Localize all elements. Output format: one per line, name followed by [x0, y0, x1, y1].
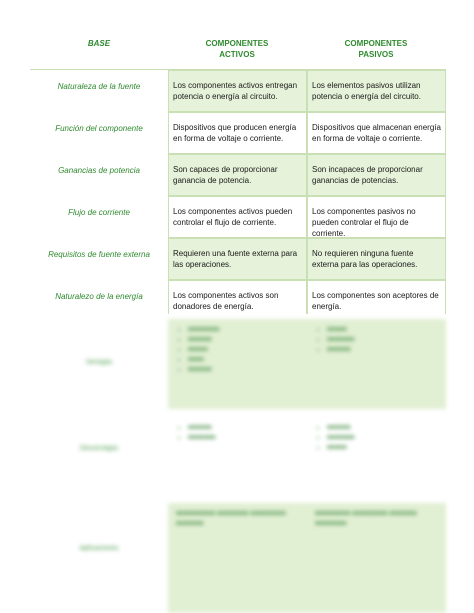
cell-activos: Los componentes activos pueden controlar el flujo de corriente. — [168, 196, 307, 238]
blurred-cell: ■■■■■■■■■■ ■■■■■■■■ ■■■■■■■■■ ■■■■■■■ — [168, 503, 307, 613]
row-label: Requisitos de fuente externa — [48, 250, 150, 259]
blurred-section — [30, 313, 446, 613]
cell-pasivos: No requieren ninguna fuente externa para las operaciones. — [307, 238, 446, 280]
blurred-cell: • ■■■■■ • ■■■■■■■ • ■■■■■■ — [307, 319, 446, 409]
row-label: Flujo de corriente — [68, 208, 130, 217]
header-activos-line2: ACTIVOS — [219, 50, 255, 59]
blurred-row-label: Aplicaciones — [79, 545, 119, 552]
table-row — [30, 154, 446, 196]
cell-pasivos: Los componentes son aceptores de energía. — [307, 280, 446, 314]
row-label: Función del componente — [55, 124, 143, 133]
blurred-cell: • ■■■■■■ • ■■■■■■■ • ■■■■■ — [307, 417, 446, 495]
blurred-row — [30, 417, 446, 495]
table-row — [30, 280, 446, 314]
cell-activos: Dispositivos que producen energía en forma de voltaje o corriente. — [168, 112, 307, 154]
header-activos — [168, 38, 306, 60]
cell-activos: Los componentes activos son donadores de energía. — [168, 280, 307, 314]
blurred-cell: • ■■■■■■■■ • ■■■■■■ • ■■■■■ • ■■■■ • ■■■■■■ — [168, 319, 307, 409]
header-pasivos-line2: PASIVOS — [358, 50, 394, 59]
header-activos-line1: COMPONENTES — [205, 39, 269, 48]
header-pasivos — [306, 38, 446, 60]
blurred-cell: ■■■■■■■■■ ■■■■■■■■■ ■■■■■■■ ■■■■■■■■ — [307, 503, 446, 613]
header-base: BASE — [87, 39, 111, 48]
table-row — [30, 196, 446, 238]
cell-pasivos: Son incapaces de proporcionar ganancias de potencias. — [307, 154, 446, 196]
table-row — [30, 112, 446, 154]
row-label: Naturaleza de la fuente — [57, 82, 141, 91]
blurred-row — [30, 503, 446, 613]
row-label: Ganancias de potencia — [58, 166, 140, 175]
table-row — [30, 70, 446, 112]
row-label: Naturalezo de la energía — [55, 292, 143, 301]
cell-activos: Son capaces de proporcionar ganancia de potencia. — [168, 154, 307, 196]
cell-activos: Requieren una fuente externa para las operaciones. — [168, 238, 307, 280]
header-pasivos-line1: COMPONENTES — [344, 39, 408, 48]
cell-activos: Los componentes activos entregan potencia o energía al circuito. — [168, 70, 307, 112]
cell-pasivos: Los elementos pasivos utilizan potencia o energía del circuito. — [307, 70, 446, 112]
cell-pasivos: Los componentes pasivos no pueden controlar el flujo de corriente. — [307, 196, 446, 238]
blurred-row-label: Ventajas — [85, 359, 113, 366]
blurred-row — [30, 319, 446, 409]
table-row — [30, 238, 446, 280]
cell-pasivos: Dispositivos que almacenan energía en forma de voltaje o corriente. — [307, 112, 446, 154]
blurred-row-label: Desventajas — [79, 445, 119, 452]
blurred-cell: • ■■■■■■ • ■■■■■■■ — [168, 417, 307, 495]
